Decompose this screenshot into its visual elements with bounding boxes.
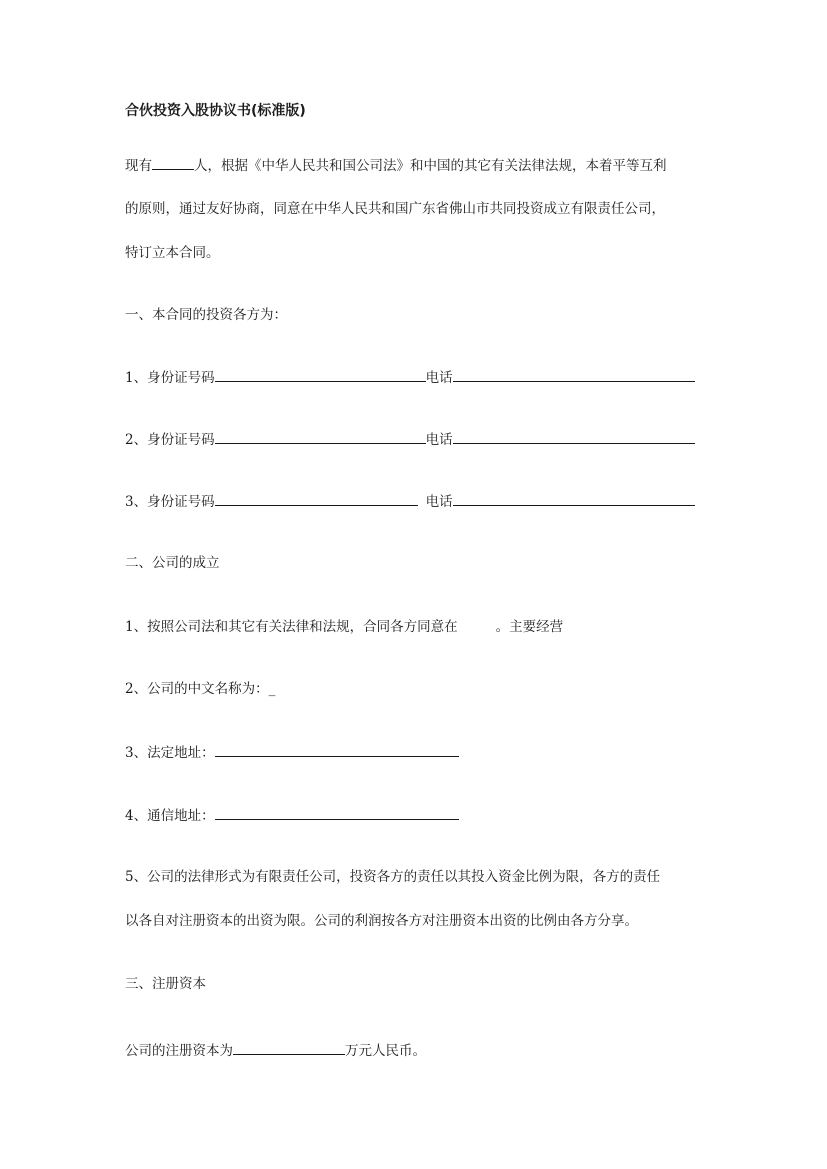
intro-line-1 (125, 155, 667, 176)
legal-address-blank[interactable] (215, 742, 459, 757)
party-id-blank[interactable] (215, 367, 426, 382)
party-phone-blank[interactable] (453, 429, 695, 444)
party-phone-blank[interactable] (453, 491, 695, 506)
party-phone-label: 电话 (425, 370, 453, 386)
mail-address-blank[interactable] (215, 805, 459, 820)
party-id-label: 3、身份证号码 (125, 494, 215, 510)
document-title: 合伙投资入股协议书(标准版) (125, 103, 306, 119)
intro-text-a: 现有 (125, 158, 152, 174)
section-2-item-5-line-1: 5、公司的法律形式为有限责任公司，投资各方的责任以其投入资金比例为限，各方的责任 (125, 869, 661, 885)
capital-text-a: 公司的注册资本为 (125, 1043, 233, 1059)
section-2-item-4 (125, 805, 459, 826)
party-row (125, 491, 695, 512)
party-phone-blank[interactable] (453, 367, 695, 382)
party-count-blank[interactable] (152, 155, 194, 170)
section-2-item-2: 2、公司的中文名称为：_ (125, 681, 276, 697)
party-row (125, 429, 695, 450)
party-id-blank[interactable] (215, 429, 426, 444)
intro-line-2: 的原则，通过友好协商，同意在中华人民共和国广东省佛山市共同投资成立有限责任公司， (125, 201, 665, 217)
capital-line (125, 1040, 426, 1061)
item-4-label: 4、通信地址： (125, 808, 215, 824)
party-id-blank[interactable] (215, 491, 418, 506)
capital-text-b: 万元人民币。 (345, 1043, 426, 1059)
party-row (125, 367, 695, 388)
party-phone-label: 电话 (425, 432, 453, 448)
section-1-heading: 一、本合同的投资各方为： (125, 307, 287, 323)
intro-text-b: 人，根据《中华人民共和国公司法》和中国的其它有关法律法规，本着平等互利 (194, 158, 667, 174)
section-2-item-5-line-2: 以各自对注册资本的出资为限。公司的利润按各方对注册资本出资的比例由各方分享。 (125, 913, 638, 929)
section-2-heading: 二、公司的成立 (125, 555, 220, 571)
item-3-label: 3、法定地址： (125, 745, 215, 761)
capital-amount-blank[interactable] (233, 1040, 345, 1055)
item-1-text-a: 1、按照公司法和其它有关法律和法规，合同各方同意在 (125, 619, 458, 635)
intro-line-3: 特订立本合同。 (125, 245, 220, 261)
party-phone-label: 电话 (425, 494, 453, 510)
party-id-label: 2、身份证号码 (125, 432, 215, 448)
section-2-item-1 (125, 617, 563, 637)
section-3-heading: 三、注册资本 (125, 976, 206, 992)
item-1-text-b: 。主要经营 (495, 619, 564, 635)
section-2-item-3 (125, 742, 459, 763)
party-id-label: 1、身份证号码 (125, 370, 215, 386)
